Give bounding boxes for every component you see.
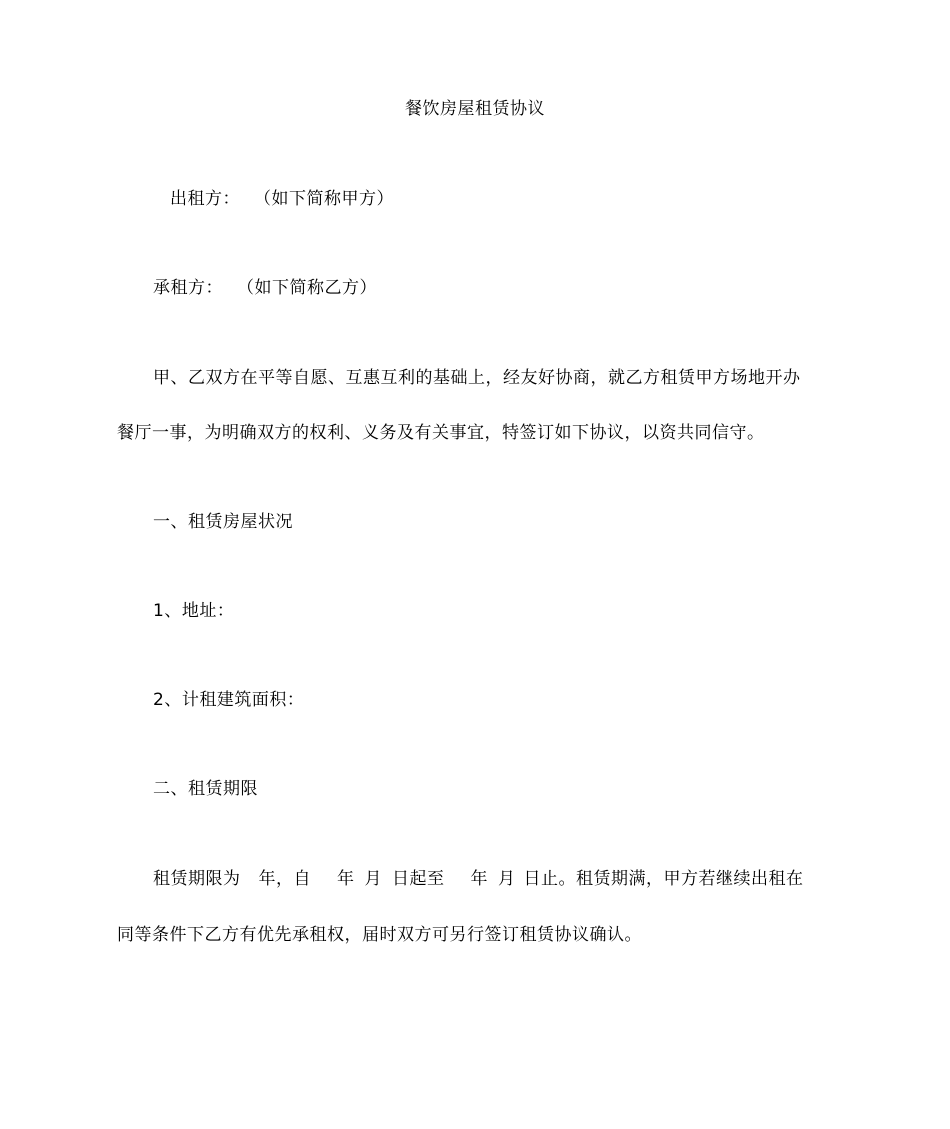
term-text-7: 月	[498, 869, 516, 889]
section-heading-premises: 一、租赁房屋状况	[153, 512, 293, 532]
intro-paragraph-line-1: 甲、乙双方在平等自愿、互惠互利的基础上，经友好协商，就乙方租赁甲方场地开办	[153, 368, 801, 388]
item-address: 1、地址：	[153, 601, 235, 621]
term-paragraph-line-1	[153, 866, 843, 892]
lessee-label: 承租方：	[153, 278, 223, 298]
term-text-4: 月	[364, 869, 382, 889]
term-paragraph-line-2: 同等条件下乙方有优先承租权，届时双方可另行签订租赁协议确认。	[117, 925, 642, 945]
term-text-1: 租赁期限为	[153, 869, 241, 889]
document-title: 餐饮房屋租赁协议	[405, 99, 545, 119]
section-heading-term: 二、租赁期限	[153, 779, 258, 799]
item-leasable-area: 2、计租建筑面积：	[153, 690, 305, 710]
term-text-5: 日起至	[392, 869, 445, 889]
lessor-note: （如下简称甲方）	[254, 189, 394, 209]
intro-paragraph-line-2: 餐厅一事，为明确双方的权利、义务及有关事宜，特签订如下协议，以资共同信守。	[117, 423, 765, 443]
term-text-8: 日止。租赁期满，甲方若继续出租在	[523, 869, 804, 889]
lessor-line	[170, 186, 840, 212]
term-text-2: 年，自	[258, 869, 311, 889]
lessee-note: （如下简称乙方）	[237, 278, 377, 298]
lessor-label: 出租方：	[170, 189, 240, 209]
term-text-6: 年	[470, 869, 488, 889]
term-text-3: 年	[337, 869, 355, 889]
lessee-line	[153, 275, 843, 301]
